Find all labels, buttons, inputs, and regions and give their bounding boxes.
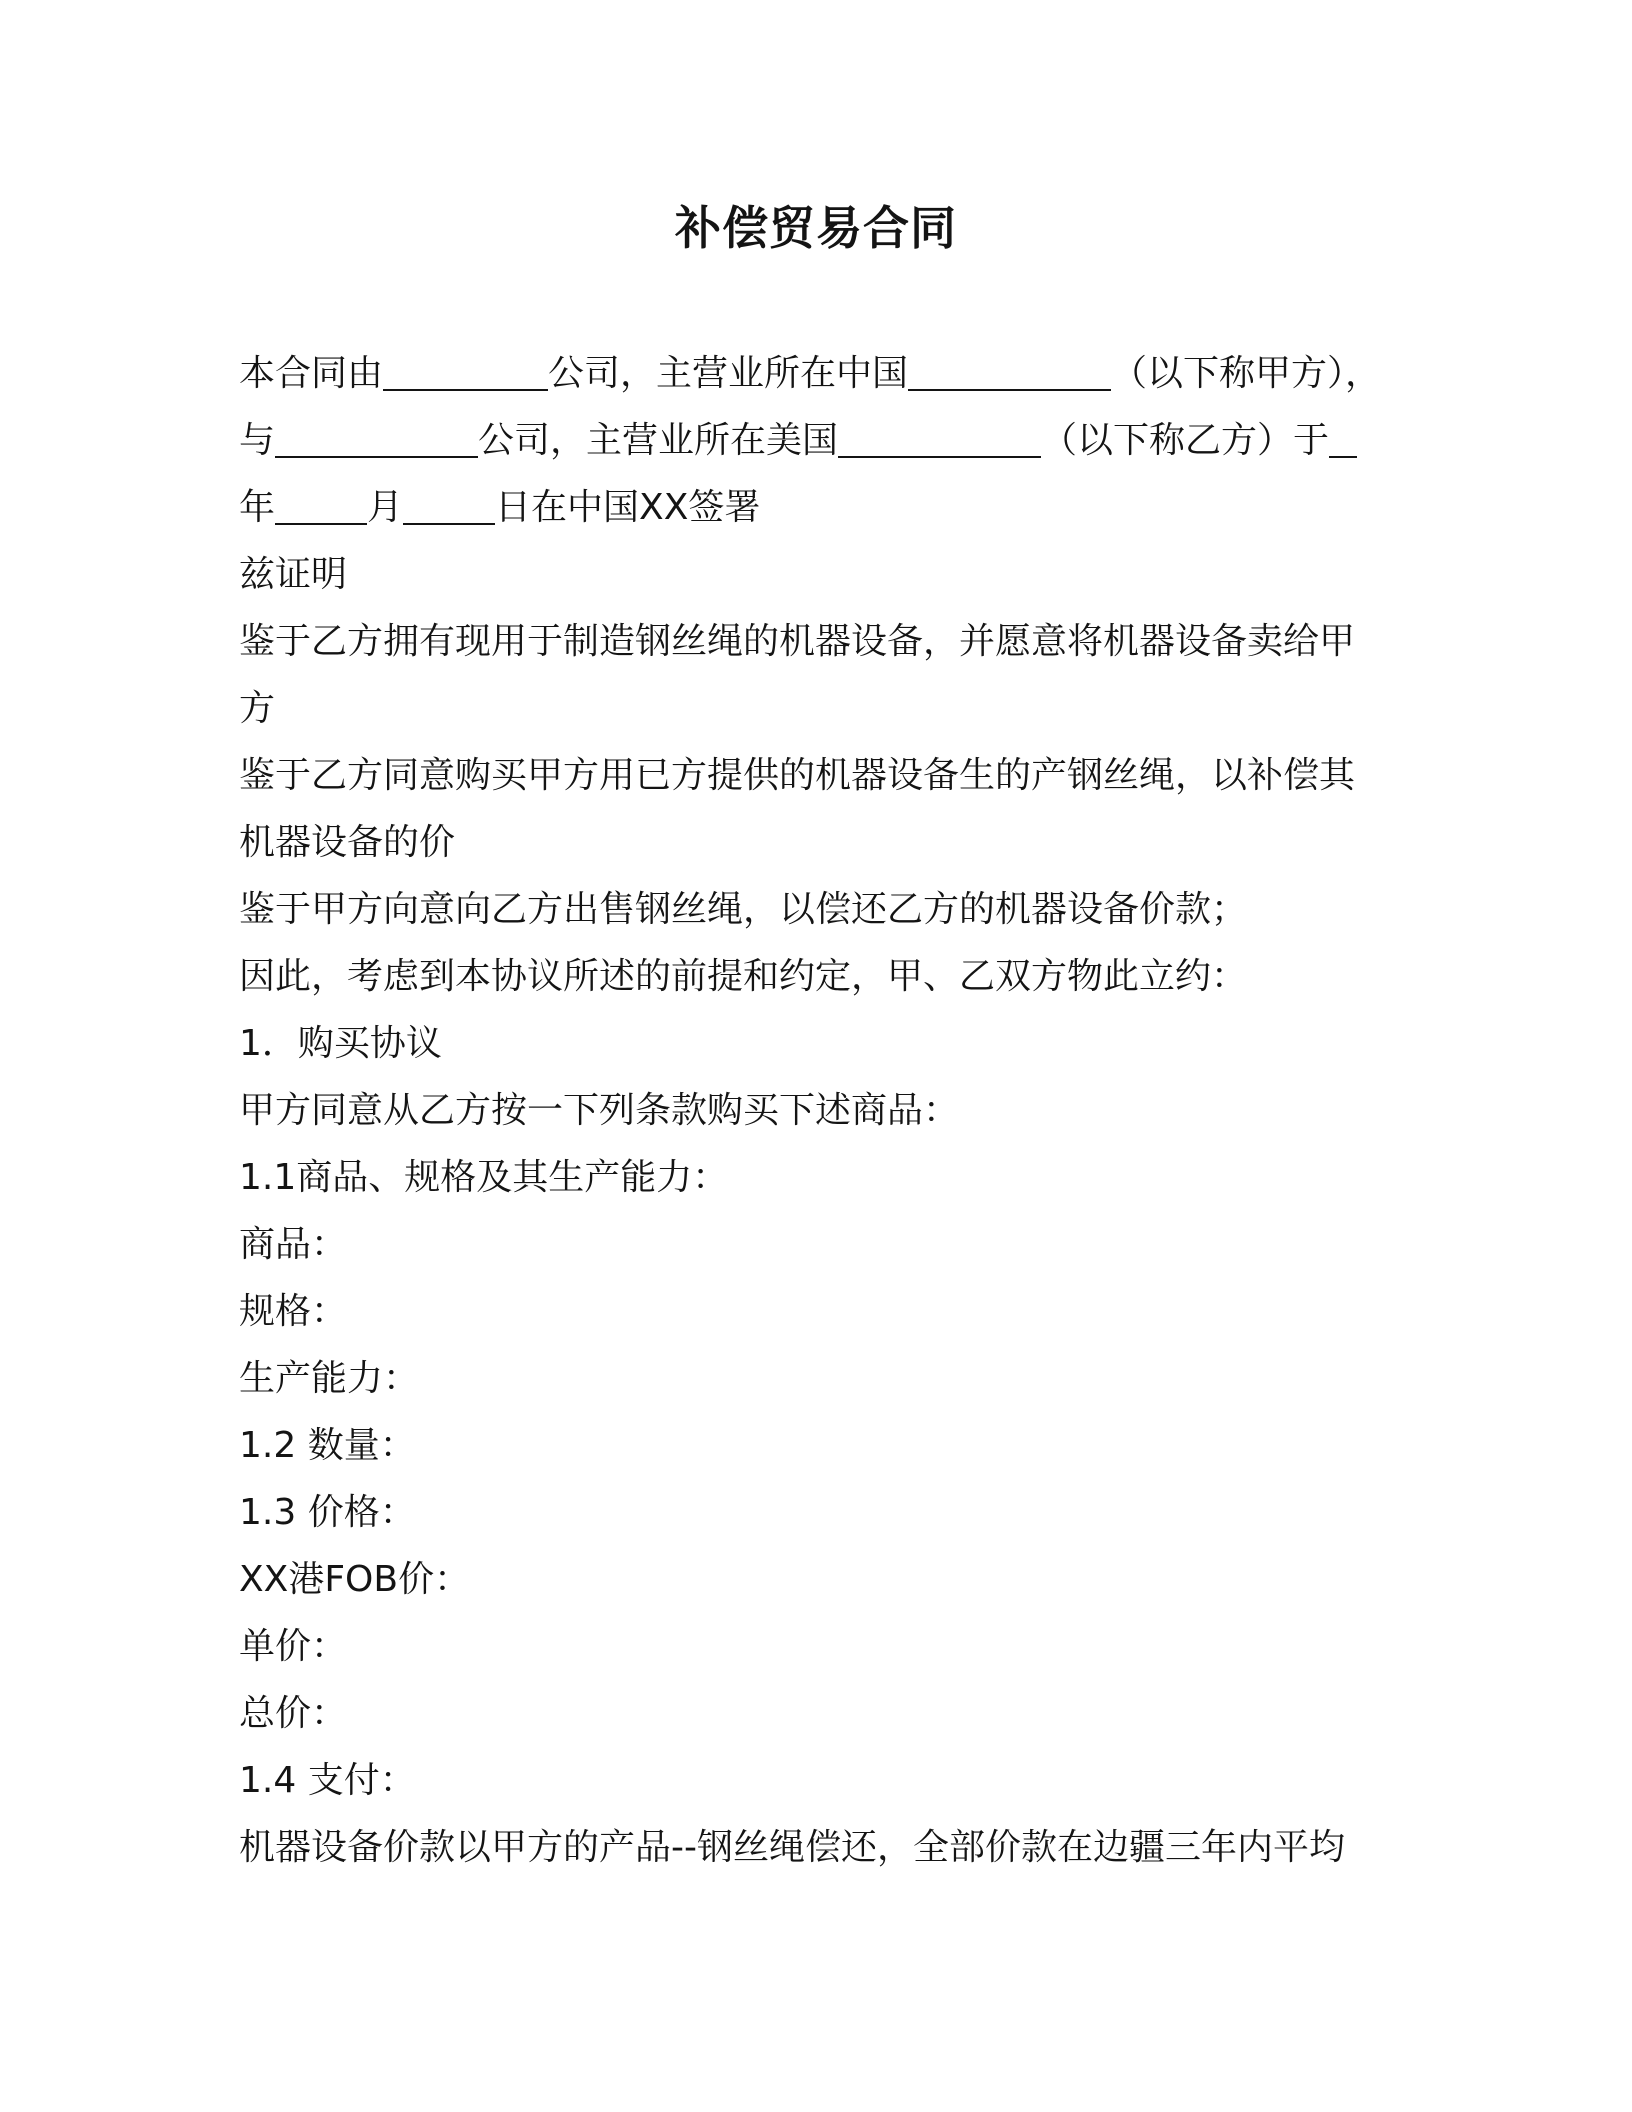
document-title: 补偿贸易合同: [675, 201, 957, 255]
text-line: 1.1商品、规格及其生产能力：: [239, 1157, 729, 1198]
intro-text: 月: [367, 487, 404, 528]
text-line: 1.2 数量：: [239, 1425, 416, 1466]
text-line: XX港FOB价：: [239, 1559, 471, 1600]
text-line: 总价：: [239, 1693, 348, 1734]
text-line: 1.3 价格：: [239, 1492, 416, 1533]
intro-text: 本合同由: [239, 353, 384, 394]
text-line: 鉴于甲方向意向乙方出售钢丝绳，以偿还乙方的机器设备价款；: [239, 889, 1248, 930]
text-line: 方: [239, 688, 276, 729]
document-body: [239, 340, 1389, 1881]
intro-line-3: [239, 474, 1389, 541]
blank-field: [1329, 412, 1357, 458]
blank-field: [383, 345, 548, 391]
intro-text: 公司，主营业所在中国: [548, 353, 909, 394]
text-line: 鉴于乙方同意购买甲方用已方提供的机器设备生的产钢丝绳，以补偿其: [239, 755, 1356, 796]
intro-text: 公司，主营业所在美国: [478, 420, 839, 461]
intro-text: 年: [239, 487, 276, 528]
blank-field: [403, 479, 495, 525]
blank-field: [838, 412, 1041, 458]
text-line: 机器设备的价: [239, 822, 456, 863]
blank-field: [908, 345, 1111, 391]
text-line: 兹证明: [239, 554, 348, 595]
text-line: 规格：: [239, 1291, 348, 1332]
intro-text: （以下称乙方）于: [1041, 420, 1330, 461]
intro-line-1: [239, 340, 1389, 407]
text-line: 机器设备价款以甲方的产品--钢丝绳偿还，全部价款在边疆三年内平均: [239, 1827, 1345, 1868]
text-line: 1.4 支付：: [239, 1760, 416, 1801]
section-heading: 1．购买协议: [239, 1023, 442, 1064]
text-line: 单价：: [239, 1626, 348, 1667]
text-line: 商品：: [239, 1224, 348, 1265]
blank-field: [275, 412, 478, 458]
text-line: 生产能力：: [239, 1358, 420, 1399]
intro-text: 日在中国XX签署: [495, 487, 761, 528]
intro-text: 与: [239, 420, 276, 461]
intro-text: （以下称甲方），: [1111, 353, 1382, 394]
blank-field: [275, 479, 367, 525]
text-line: 因此，考虑到本协议所述的前提和约定，甲、乙双方物此立约：: [239, 956, 1248, 997]
text-line: 鉴于乙方拥有现用于制造钢丝绳的机器设备，并愿意将机器设备卖给甲: [239, 621, 1356, 662]
intro-line-2: [239, 407, 1389, 474]
text-line: 甲方同意从乙方按一下列条款购买下述商品：: [239, 1090, 960, 1131]
